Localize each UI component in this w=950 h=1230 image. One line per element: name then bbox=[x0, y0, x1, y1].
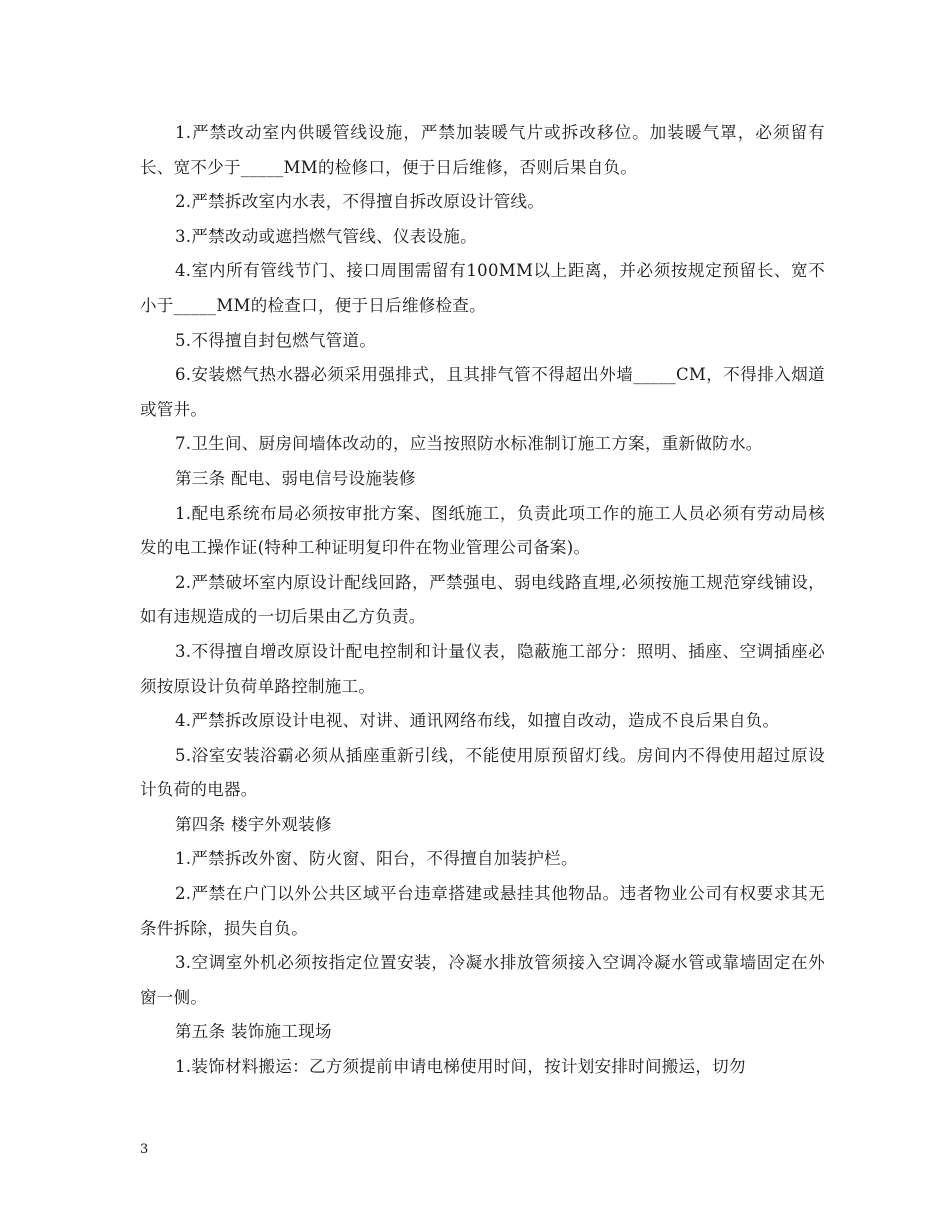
paragraph-network-wiring: 4.严禁拆改原设计电视、对讲、通讯网络布线，如擅自改动，造成不良后果自负。 bbox=[175, 711, 780, 731]
document-body bbox=[140, 116, 825, 1085]
paragraph-electrical-layout: 1.配电系统布局必须按审批方案、图纸施工，负责此项工作的施工人员必须有劳动局核发的电工操作证(特种工种证明复印件在物业管理公司备案)。 bbox=[140, 503, 825, 558]
paragraph-heating-rules: 1.严禁改动室内供暖管线设施，严禁加装暖气片或拆改移位。加装暖气罩，必须留有长、宽不少于_____MM的检修口，便于日后维修，否则后果自负。 bbox=[140, 123, 825, 177]
paragraph-water-meter: 2.严禁拆改室内水表，不得擅自拆改原设计管线。 bbox=[175, 192, 545, 212]
paragraph-pipe-clearance: 4.室内所有管线节门、接口周围需留有100MM以上距离，并必须按规定预留长、宽不小于_____MM的检查口，便于日后维修检查。 bbox=[140, 261, 825, 315]
paragraph-water-heater: 6.安装燃气热水器必须采用强排式，且其排气管不得超出外墙_____CM，不得排入烟道或管井。 bbox=[140, 365, 825, 419]
section-heading-article-3: 第三条 配电、弱电信号设施装修 bbox=[175, 468, 416, 488]
paragraph-gas-pipe-enclosure: 5.不得擅自封包燃气管道。 bbox=[175, 330, 377, 350]
section-heading-article-4: 第四条 楼宇外观装修 bbox=[175, 814, 332, 834]
paragraph-material-transport: 1.装饰材料搬运：乙方须提前申请电梯使用时间，按计划安排时间搬运，切勿 bbox=[175, 1057, 746, 1077]
paragraph-windows-balcony: 1.严禁拆改外窗、防火窗、阳台，不得擅自加装护栏。 bbox=[175, 849, 578, 869]
page-number: 3 bbox=[140, 1142, 149, 1157]
paragraph-wiring-circuits: 2.严禁破坏室内原设计配线回路，严禁强电、弱电线路直埋,必须按施工规范穿线铺设，如有违规造成的一切后果由乙方负责。 bbox=[140, 572, 825, 627]
paragraph-gas-lines: 3.严禁改动或遮挡燃气管线、仪表设施。 bbox=[175, 226, 477, 246]
paragraph-meters-control: 3.不得擅自增改原设计配电控制和计量仪表，隐蔽施工部分：照明、插座、空调插座必须按原设计负荷单路控制施工。 bbox=[140, 641, 825, 696]
paragraph-public-area: 2.严禁在户门以外公共区域平台违章搭建或悬挂其他物品。违者物业公司有权要求其无条件拆除，损失自负。 bbox=[140, 884, 825, 938]
paragraph-bath-heater: 5.浴室安装浴霸必须从插座重新引线，不能使用原预留灯线。房间内不得使用超过原设计负荷的电器。 bbox=[140, 745, 825, 800]
paragraph-waterproofing: 7.卫生间、厨房间墙体改动的，应当按照防水标准制订施工方案，重新做防水。 bbox=[175, 434, 763, 454]
section-heading-article-5: 第五条 装饰施工现场 bbox=[175, 1022, 332, 1042]
paragraph-ac-outdoor-unit: 3.空调室外机必须按指定位置安装，冷凝水排放管须接入空调冷凝水管或靠墙固定在外窗一侧。 bbox=[140, 953, 825, 1007]
